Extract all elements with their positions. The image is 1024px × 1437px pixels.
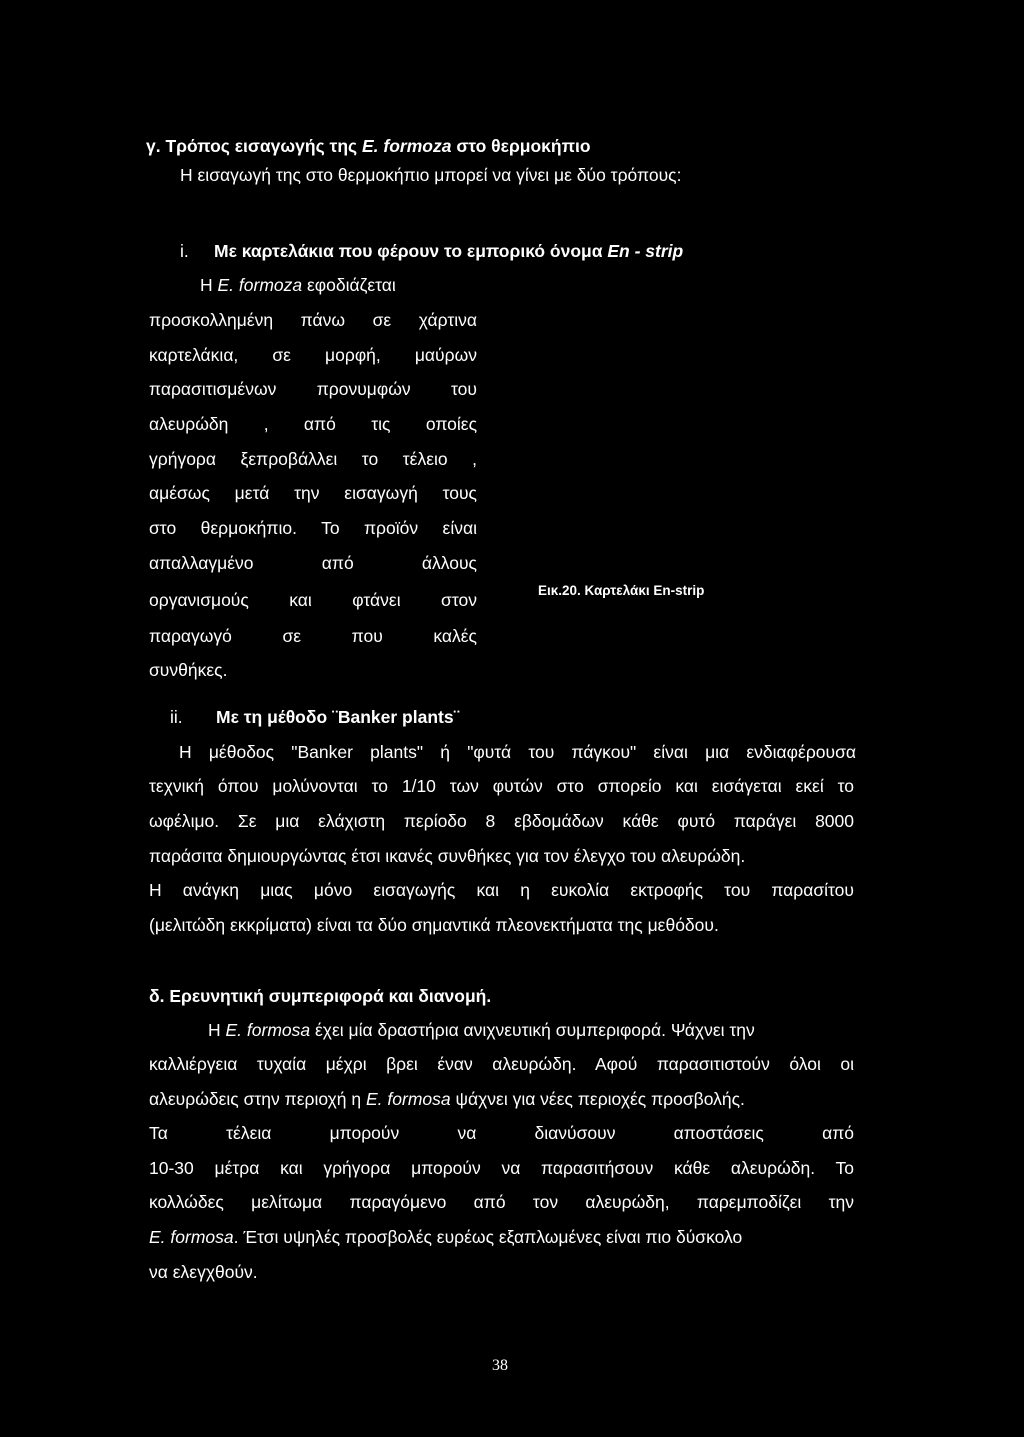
method-ii-line: Η ανάγκη μιας μόνο εισαγωγής και η ευκολία εκτροφής του παρασίτου (149, 880, 854, 900)
method-i-line: συνθήκες. (149, 660, 228, 680)
section-c-intro: Η εισαγωγή της στο θερμοκήπιο μπορεί να γίνει με δύο τρόπους: (180, 165, 682, 185)
method-i-line: γρήγορα ξεπροβάλλει το τέλειο , (149, 449, 477, 469)
section-d-line (149, 1089, 745, 1110)
section-d-heading: δ. Ερευνητική συμπεριφορά και διανομή. (149, 986, 492, 1006)
heading-suffix: στο θερμοκήπιο (451, 136, 591, 156)
first-line-suffix: εφοδιάζεται (302, 275, 396, 295)
first-line-prefix: Η (200, 275, 218, 295)
method-i-line: καρτελάκια, σε μορφή, μαύρων (149, 345, 477, 365)
section-d-line: να ελεγχθούν. (149, 1262, 258, 1282)
line-species: E. formosa (366, 1089, 451, 1109)
method-i-title-brand: En - strip (607, 241, 684, 261)
method-i-line: παρασιτισμένων προνυμφών του (149, 379, 477, 399)
method-i-number: i. (180, 241, 189, 261)
method-ii-line: παράσιτα δημιουργώντας έτσι ικανές συνθήκες για τον έλεγχο του αλευρώδη. (149, 846, 746, 866)
method-i-line: απαλλαγμένο από άλλους (149, 553, 477, 573)
section-c-heading (146, 136, 591, 157)
method-ii-title: Με τη μέθοδο ¨Banker plants¨ (216, 707, 460, 727)
section-d-line (149, 1227, 742, 1248)
page-number: 38 (492, 1357, 508, 1374)
line-post: . Έτσι υψηλές προσβολές ευρέως εξαπλωμένες είναι πιο δύσκολο (233, 1227, 743, 1247)
line-pre: αλευρώδεις στην περιοχή η (149, 1089, 366, 1109)
method-i-title-prefix: Με καρτελάκια που φέρουν το εμπορικό όνομα (214, 241, 608, 261)
method-i-line: αμέσως μετά την εισαγωγή τους (149, 483, 477, 503)
method-ii-number: ii. (170, 707, 183, 727)
method-i-line: παραγωγό σε που καλές (149, 626, 477, 646)
line-pre: Η (208, 1020, 226, 1040)
section-d-line: Τα τέλεια μπορούν να διανύσουν αποστάσεις από (149, 1123, 854, 1143)
first-line-species: E. formoza (217, 275, 303, 295)
method-i-line: αλευρώδη , από τις οποίες (149, 414, 477, 434)
method-ii-line: (μελιτώδη εκκρίματα) είναι τα δύο σημαντικά πλεονεκτήματα της μεθόδου. (149, 915, 719, 935)
method-ii-line: τεχνική όπου μολύνονται το 1/10 των φυτών στο σπορείο και εισάγεται εκεί το (149, 776, 854, 796)
method-ii-line: Η μέθοδος "Banker plants" ή "φυτά του πάγκου" είναι μια ενδιαφέρουσα (179, 742, 856, 762)
heading-species: E. formoza (362, 136, 452, 156)
line-post: έχει μία δραστήρια ανιχνευτική συμπεριφορά. Ψάχνει την (310, 1020, 755, 1040)
figure-caption: Εικ.20. Καρτελάκι En-strip (538, 583, 705, 598)
method-i-line: οργανισμούς και φτάνει στον (149, 590, 477, 610)
section-d-line: καλλιέργεια τυχαία μέχρι βρει έναν αλευρώδη. Αφού παρασιτιστούν όλοι οι (149, 1054, 854, 1074)
heading-prefix: γ. Τρόπος εισαγωγής της (146, 136, 362, 156)
line-species: E. formosa (149, 1227, 234, 1247)
line-post: ψάχνει για νέες περιοχές προσβολής. (450, 1089, 745, 1109)
method-i-first-line (200, 275, 396, 296)
method-i-title (214, 241, 683, 262)
section-d-line: κολλώδες μελίτωμα παραγόμενο από τον αλευρώδη, παρεμποδίζει την (149, 1192, 854, 1212)
line-species: E. formosa (225, 1020, 311, 1040)
method-i-line: προσκολλημένη πάνω σε χάρτινα (149, 310, 477, 330)
method-ii-line: ωφέλιμο. Σε μια ελάχιστη περίοδο 8 εβδομάδων κάθε φυτό παράγει 8000 (149, 811, 854, 831)
section-d-line (208, 1020, 755, 1041)
method-i-line: στο θερμοκήπιο. Το προϊόν είναι (149, 518, 477, 538)
section-d-line: 10-30 μέτρα και γρήγορα μπορούν να παρασιτήσουν κάθε αλευρώδη. Το (149, 1158, 854, 1178)
